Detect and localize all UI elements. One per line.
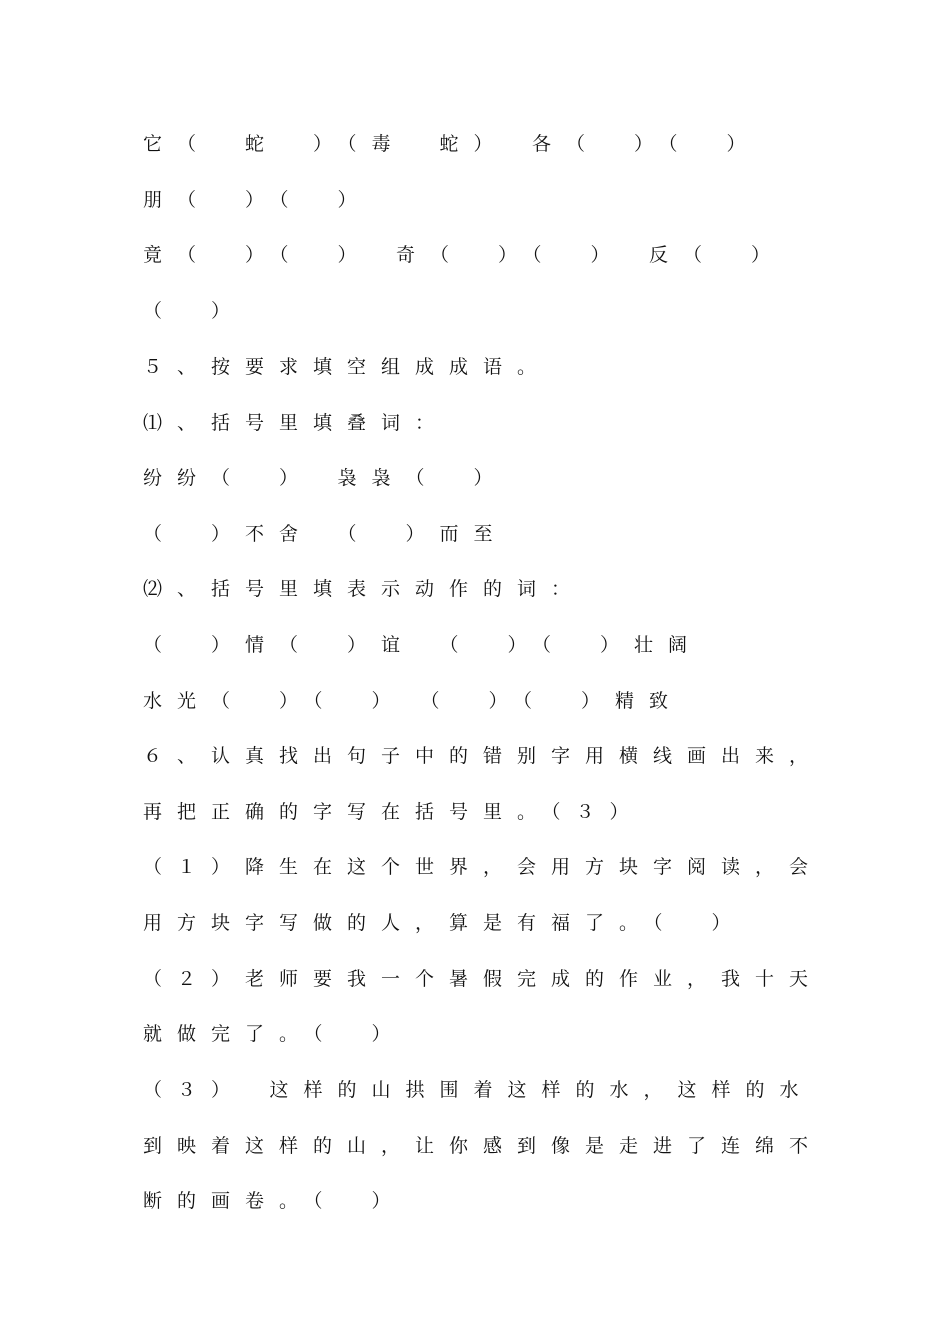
text-line: 就做完了。（ ） xyxy=(143,1023,406,1045)
text-line: 竟（ ）（ ） 奇（ ）（ ） 反（ ） xyxy=(143,244,786,266)
text-line: 水光（ ）（ ） （ ）（ ）精致 xyxy=(143,690,684,712)
text-line: （ ）情（ ）谊 （ ）（ ）壮阔 xyxy=(143,634,703,656)
text-line: （３） 这样的山拱围着这样的水，这样的水 xyxy=(143,1079,814,1101)
subsection-heading: ⑵、括号里填表示动作的词： xyxy=(143,578,586,600)
text-line: 用方块字写做的人，算是有福了。（ ） xyxy=(143,912,746,934)
section-heading: ５、按要求填空组成成语。 xyxy=(143,356,552,378)
subsection-heading: ⑴、括号里填叠词： xyxy=(143,412,450,434)
section-heading: ６、认真找出句子中的错别字用横线画出来， xyxy=(143,745,824,767)
text-line: 朋（ ）（ ） xyxy=(143,189,372,211)
text-line: （２）老师要我一个暑假完成的作业，我十天 xyxy=(143,968,824,990)
text-line: （ ） xyxy=(143,300,246,322)
text-line: （１）降生在这个世界，会用方块字阅读，会 xyxy=(143,856,824,878)
text-line: 到映着这样的山，让你感到像是走进了连绵不 xyxy=(143,1135,824,1157)
text-line: 再把正确的字写在括号里。（３） xyxy=(143,801,644,823)
text-line: 断的画卷。（ ） xyxy=(143,1190,406,1212)
text-line: 纷纷（ ） 袅袅（ ） xyxy=(143,467,508,489)
text-line: （ ）不舍 （ ）而至 xyxy=(143,523,508,545)
text-line: 它（ 蛇 ）（毒 蛇） 各（ ）（ ） xyxy=(143,133,761,155)
